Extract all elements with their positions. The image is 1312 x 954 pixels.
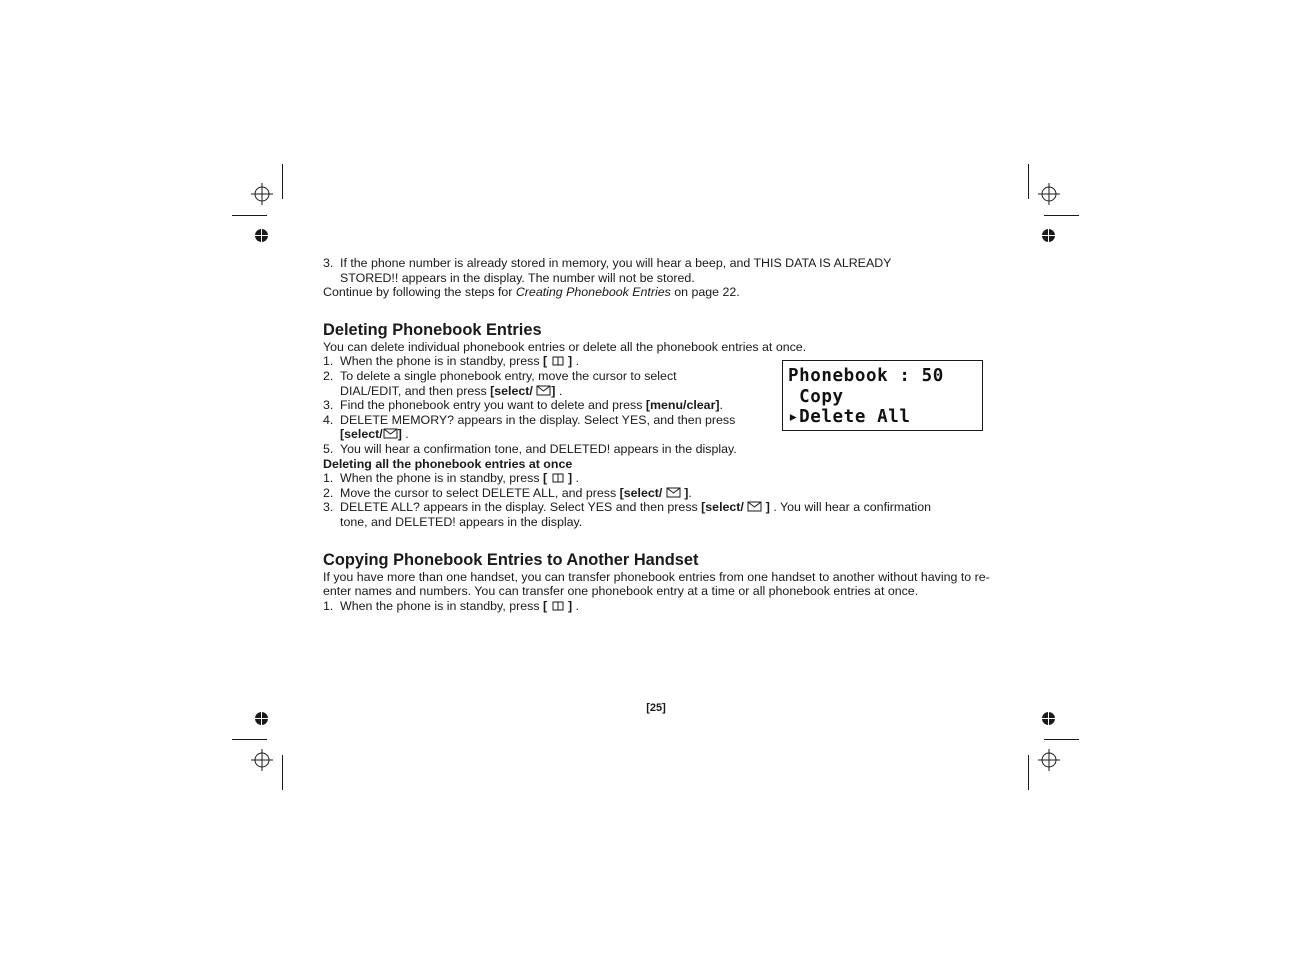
registration-dot-icon xyxy=(1042,229,1055,242)
list-number: 3. xyxy=(323,256,334,270)
list-item: 1. When the phone is in standby, press [ ] . xyxy=(323,598,580,613)
continue-paragraph: Continue by following the steps for Creating Phonebook Entries on page 22. xyxy=(323,285,740,300)
phonebook-icon xyxy=(551,473,565,483)
section-intro: You can delete individual phonebook entries or delete all the phonebook entries at once. xyxy=(323,339,807,354)
section-intro: If you have more than one handset, you can transfer phonebook entries from one handset to another without having to re-enter names and numbers. You can transfer one phonebook entry at a time or all phonebook entries at once. xyxy=(323,569,990,599)
cross-reference: Creating Phonebook Entries xyxy=(515,285,671,300)
list-item: 3. Find the phonebook entry you want to delete and press [menu/clear]. xyxy=(323,398,723,413)
crop-mark xyxy=(282,164,283,199)
registration-dot-icon xyxy=(255,229,268,242)
phonebook-icon xyxy=(551,356,565,366)
crop-mark xyxy=(1044,739,1079,740)
registration-target-icon xyxy=(251,749,273,771)
list-item: 2. To delete a single phonebook entry, move the cursor to select DIAL/EDIT, and then press [select/ ] . xyxy=(323,368,677,398)
list-item: 1. When the phone is in standby, press [ ] . xyxy=(323,354,580,369)
crop-mark xyxy=(282,755,283,790)
crop-mark xyxy=(1028,164,1029,199)
list-item: 4. DELETE MEMORY? appears in the display. Select YES, and then press [select/ ] . xyxy=(323,412,736,442)
list-text: STORED!! appears in the display. The number will not be stored. xyxy=(340,270,695,285)
crop-mark xyxy=(232,215,267,216)
page-number: [25] xyxy=(646,702,666,714)
list-item xyxy=(323,256,991,285)
subheading-delete-all: Deleting all the phonebook entries at once xyxy=(323,456,573,471)
lcd-line: Copy xyxy=(788,386,844,407)
page-content xyxy=(323,256,991,613)
lcd-line: Phonebook : 50 xyxy=(788,366,944,387)
lcd-line: Delete All xyxy=(799,407,911,428)
crop-mark xyxy=(232,739,267,740)
registration-target-icon xyxy=(251,183,273,205)
envelope-icon xyxy=(747,501,762,512)
crop-mark xyxy=(1044,215,1079,216)
envelope-icon xyxy=(666,487,681,498)
list-item: 1. When the phone is in standby, press [ ] . xyxy=(323,471,580,486)
registration-target-icon xyxy=(1038,749,1060,771)
list-item: 3. DELETE ALL? appears in the display. Select YES and then press [select/ ] . You will hear a confirmation tone, and DELETED! appears in the display. xyxy=(323,500,932,529)
section-heading-delete: Deleting Phonebook Entries xyxy=(323,320,542,339)
envelope-icon xyxy=(383,428,398,439)
delete-steps-block xyxy=(323,354,991,456)
phonebook-icon xyxy=(551,601,565,611)
lcd-cursor-icon: ▸ xyxy=(788,407,800,428)
list-text: If the phone number is already stored in memory, you will hear a beep, and THIS DATA IS ALREADY xyxy=(340,256,892,270)
envelope-icon xyxy=(536,385,551,396)
list-item: 5. You will hear a confirmation tone, and DELETED! appears in the display. xyxy=(323,441,737,456)
registration-target-icon xyxy=(1038,183,1060,205)
list-item: 2. Move the cursor to select DELETE ALL, and press [select/ ]. xyxy=(323,485,692,500)
crop-mark xyxy=(1028,755,1029,790)
section-heading-copy: Copying Phonebook Entries to Another Handset xyxy=(323,550,699,569)
lcd-display xyxy=(782,360,983,431)
